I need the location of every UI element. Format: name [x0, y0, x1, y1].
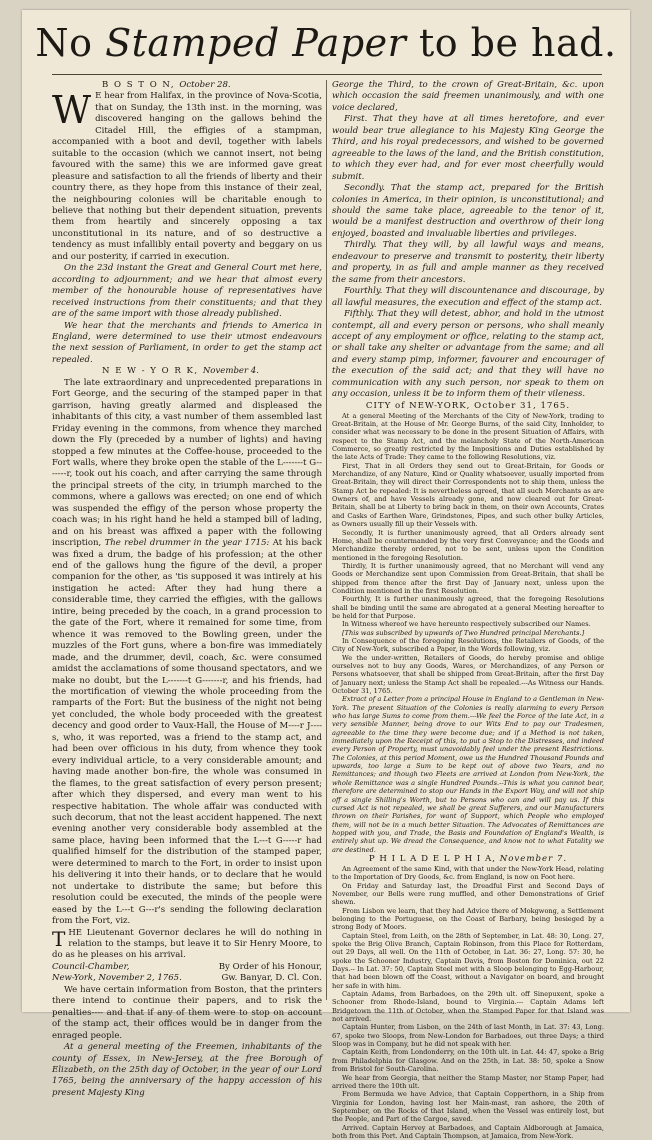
philadelphia-paragraph-8: We hear from Georgia, that neither the Stamp Master, nor Stamp Paper, had arrived there the 10th ult. — [332, 1073, 604, 1090]
newspaper-sheet — [22, 10, 630, 1140]
retailers-paragraph: In Consequence of the foregoing Resolutions, the Retailers of Goods, of the City of New-York, subscribed a Paper, in the Words following, viz. — [332, 636, 604, 654]
retailers-agreement: We the under-written, Retailers of Goods, do hereby promise and oblige ourselves not to buy any Goods, Wares, or Merchandizes, of any Person or Persons whatsoever, that shall be shipped from Great-Britain, after the first Day of January next; unless the Stamp Act shall be repealed.---As Witness our Hands. October 31, 1765. — [332, 653, 604, 696]
merchants-paragraph-6: In Witness whereof we have hereunto respectively subscribed our Names. — [342, 620, 591, 629]
signature-row-1 — [52, 962, 322, 973]
philadelphia-paragraph-7: Captain Keith, from Londonderry, on the 10th ult. in Lat. 44: 47, spoke a Brig from Philadelphia for Glasgow. And on the 25th, in Lat. 38: 50, spoke a Snow from Bristol for South-Carolina. — [332, 1048, 604, 1074]
merchants-paragraph-4: Thirdly, It is further unanimously agreed, that no Merchant will vend any Goods or Merchandize sent upon Commission from Great-Britain, that shall be shipped from thence after the first Day of January next, unless upon the Condition mentioned in the first Resolution. — [332, 561, 604, 595]
title-part-stamped-paper: Stamped Paper — [105, 21, 407, 65]
left-column — [52, 80, 322, 1098]
merchants-paragraph-1: At a general Meeting of the Merchants of the City of New-York, trading to Great-Britain, at the House of Mr. George Burns, of the said City, Innholder, to consider what was necessary to be done in the present Situation of Affairs, with respect to the Stamp Act, and the melancholy State of the North-American Commerce, so greatly restricted by the Impositions and Duties established by the late Acts of Trade: They came to the following Resolutions, viz. — [332, 411, 604, 462]
boston-paragraph-3: We hear that the merchants and friends to America in England, were determined to use their utmost endeavours the next session of Parliament, in order to get the stamp act repealed. — [52, 320, 322, 365]
essex-continuation: George the Third, to the crown of Great-Britain, &c. upon which occasion the said freemen unanimously, and with one voice declared, — [332, 80, 604, 113]
merchants-paragraph-2: First, That in all Orders they send out to Great-Britain, for Goods or Merchandize, of any Nature, Kind or Quality whatsoever, usually imported from Great-Britain, they will direct their Correspondents not to ship them, unless the Stamp Act be repealed: It is nevertheless agreed, that all such Merchants as are Owners of, and have Vessels already gone, and now cleared out for Great-Britain, shall be at Liberty to bring back in them, on their own Accounts, Crates and Casks of Earthen Ware, Grindstones, Pipes, and such other bulky Articles, as Owners usually fill up their Vessels with. — [332, 461, 604, 529]
signature-place: Council-Chamber, — [52, 961, 130, 972]
right-column — [332, 80, 604, 1140]
signature-order: By Order of his Honour, — [218, 961, 322, 972]
merchants-paragraph-3: Secondly, It is further unanimously agreed, that all Orders already sent Home, shall be countermanded by the very first Conveyance; and the Goods and Merchandize thereby ordered, not to be sent, unless upon the Condition mentioned in the foregoing Resolution. — [332, 528, 604, 562]
essex-meeting-paragraph: At a general meeting of the Freemen, inhabitants of the county of Essex, in New-Jersey, at the free Borough of Elizabeth, on the 25th day of October, in the year of our Lord 1765, being the anniversary of the happy accession of his present Majesty King — [52, 1042, 322, 1098]
merchants-paragraph-5: Fourthly, It is further unanimously agreed, that the foregoing Resolutions shall be binding until the same are abrogated at a general Meeting hereafter to be held for that Purpose. — [332, 595, 604, 620]
philadelphia-paragraph-5: Captain Adams, from Barbadoes, on the 29th ult. off Sinepuxent, spoke a Schooner from Rhode-Island, bound to Virginia.--- Captain Adams left Bridgetown the 11th of October, when the Stamped Paper for that Island was not arrived. — [332, 990, 604, 1024]
new-york-paragraph-2: We have certain information from Boston, that the printers there intend to continue their papers, and to risk the penalties---- and that if any of them were to stop on account of the stamp act, their offices would be in danger from the enraged people. — [52, 984, 322, 1041]
boston-paragraph-2: On the 23d instant the Great and General Court met here, according to adjournment; and we hear that almost every member of the honourable house of representatives have received instructions from their constituents; and that they are of the same import with those already published. — [52, 263, 322, 320]
title-rule — [52, 74, 602, 75]
merchants-subscribed-note: [This was subscribed by upwards of Two Hundred principal Merchants.] — [342, 628, 585, 637]
philadelphia-paragraph-1: An Agreement of the same Kind, with that under the New-York Head, relating to the Importation of Dry Goods, &c. from England, is now on Foot here. — [332, 864, 604, 882]
new-york-paragraph-1: The late extraordinary and unprecedented preparations in Fort George, and the securing of the stamped paper in that garrison, having greatly alarmed and displeased the inhabitants of this city, a vast number of them assembled last Friday evening in the commons, from whence they marched down the Fly (preceded by a number of lights) and having stopped a few minutes at the Coffee-house, proceeded to the Fort walls, where they broke open the stable of the L-------t G-------r, took out his coach, and after carrying the same through the principal streets of the city, in triumph marched to the commons, where a gallows was erected; on one end of which was suspended the effigy of the person whose property the coach was; in his right hand he held a stamped bill of lading, and on his breast was affixed a paper with the following inscription, The rebel drummer in the year 1715: At his back was fixed a drum, the badge of his profession; at the other end of the gallows hung the figure of the devil, a proper companion for the other, as 'tis supposed it was intirely at his instigation he acted: After they had hung there a considerable time, they carried the effigies, with the gallows intire, being preceded by the coach, in a grand procession to the gate of the Fort, where it remained for some time, from whence it was removed to the Bowling green, under the muzzles of the Fort guns, where a bon-fire was immediately made, and the drummer, devil, coach, &c. were consumed amidst the acclamations of some thousand spectators, and we make no doubt, but the L-------t G-------r, and his friends, had the mortification of viewing the whole proceeding from the ramparts of the Fort: But the business of the night not being yet concluded, the whole body proceeded with the greatest decency and good order to Vaux-Hall, the House of M----r J----s, who, it was reported, was a friend to the stamp act, and had been over officious in his duty, from whence they took every individual article, to a very considerable amount; and having made another bon-fire, the whole was consumed in the flames, to the great satisfaction of every person present; after which they dispersed, and every man went to his respective habitation. The whole affair was conducted with such decorum, that not the least accident happened. The next evening another very considerable body assembled at the same place, having been informed that the L---t G-----r had qualified himself for the distribution of the stamped paper, were determined to march to the Fort, in order to insist upon his delivering it into their hands, or to declare that he would not undertake to distribute the same; but before this resolution could be executed, the minds of the people were eased by the L---t G---r's sending the following declaration from the Fort, viz. — [52, 377, 322, 927]
signature-name: Gw. Banyar, D. Cl. Con. — [221, 973, 322, 984]
lieutenant-governor-declaration: THE Lieutenant Governor declares he will do nothing in relation to the stamps, but leave it to Sir Henry Moore, to do as he pleases on his arrival. — [52, 926, 322, 961]
philadelphia-paragraph-10: Arrived. Captain Hervey at Barbadoes, and Captain Aldborough at Jamaica, both from this Port. And Captain Thompson, at Jamaica, from New-York. — [332, 1123, 604, 1140]
philadelphia-paragraph-9: From Bermuda we have Advice, that Captain Copperthorn, in a Ship from Virginia for London, having lost her Main-mast, ran ashore, the 20th of September, on the Rocks of that Island, when the Vessel was entirely lost, but the People, and Part of the Cargoe, saved. — [332, 1090, 604, 1124]
philadelphia-paragraph-6: Captain Hunter, from Lisbon, on the 24th of last Month, in Lat. 37: 43, Long. 67, spoke two Sloops, from New-London for Barbadoes, out three Days; a third Sloop was in Company, but he did not speak with her. — [332, 1023, 604, 1049]
philadelphia-paragraph-3: From Lisbon we learn, that they had Advice there of Mokgwong, a Settlement belonging to the Portuguese, on the Coast of Barbary, being besieged by a strong Body of Moors. — [332, 906, 604, 932]
column-divider — [326, 80, 327, 1000]
signature-date: New-York, November 2, 1765. — [52, 973, 182, 984]
resolution-fourth: Fourthly. That they will discountenance and discourage, by all lawful measures, the execution and effect of the stamp act. — [332, 286, 604, 308]
merchants-section — [332, 401, 604, 1140]
rebel-drummer-inscription: The rebel drummer in the year 1715: — [104, 538, 270, 549]
resolution-fifth: Fifthly. That they will detest, abhor, and hold in the utmost contempt, all and every person or persons, who shall meanly accept of any employment or office, relating to the stamp act, or shall take any shelter or advantage from the same; and all and every stamp pimp, informer, favourer and encourager of the execution of the said act; and that they will have no communication with any such person, nor speak to them on any occasion, unless it be to inform them of their vileness. — [332, 309, 604, 400]
philadelphia-paragraph-2: On Friday and Saturday last, the Dreadful First and Second Days of November, our Bells were rung muffled, and other Demonstrations of Grief shewn. — [332, 881, 604, 907]
new-york-dateline: N E W - Y O R K, November 4. — [102, 366, 259, 377]
boston-paragraph-1: W E hear from Halifax, in the province of Nova-Scotia, that on Sunday, the 13th inst. in the morning, was discovered hanging on the gallows behind the Citadel Hill, the effigies of a stampman, accompanied with a boot and devil, together with labels suitable to the occasion (which we cannot insert, not being favoured with the same) this we are informed gave great pleasure and satisfaction to all the friends of liberty and their country there, as they hope from this instance of their zeal, the neighbouring colonies will be charitable enough to believe that nothing but their dependent situation, prevents them from heartily and sincerely opposing a tax unconstitutional in its nature, and of so destructive a tendency as must infallibly entail poverty and beggary on us and our posterity, if carried in execution. — [52, 88, 322, 262]
philadelphia-paragraph-4: Captain Steel, from Leith, on the 28th of September, in Lat. 48: 30, Long. 27, spoke the Brig Olive Branch, Captain Robinson, from this Place for Rotterdam, out 29 Days, all well. On the 11th of October, in Lat. 36: 27, Long. 57: 30, he spoke the Schooner Industry, Captain Davis, from Boston for Dominica, out 22 Days.-- In Lat. 37: 50, Captain Steel met with a Sloop belonging to Egg-Harbour, that had been blown off the Coast, without a Navigator on board, and brought her safe in with him. — [332, 931, 604, 990]
boston-dateline: B O S T O N, October 28. — [102, 80, 231, 90]
philadelphia-dateline: P H I L A D E L P H I A, November 7. — [368, 853, 568, 864]
title-part-to-be-had: to be had. — [418, 21, 617, 65]
resolution-third: Thirdly. That they will, by all lawful ways and means, endeavour to preserve and transmit to posterity, their liberty and property, in as full and ample manner as they received the same from their ancestors. — [332, 240, 604, 285]
resolution-first: First. That they have at all times heretofore, and ever would bear true allegiance to his Majesty King George the Third, and his royal predecessors, and wished to be governed agreeable to the laws of the land, and the British constitution, to which they ever had, and for ever most cheerfully would submit. — [332, 114, 604, 182]
title-part-no: No — [35, 21, 93, 65]
page-title — [22, 20, 630, 66]
letter-extract: Extract of a Letter from a principal House in England to a Gentleman in New-York. The present Situation of the Colonies is really alarming to every Person who has large Sums to come from them.---We feel the Force of the late Act, in a very sensible Manner, being drove to our Wits End to pay our Tradesmen, agreeable to the time they were become due; and if a Method is not taken, immediately upon the Receipt of this, to put a Stop to the Distresses, and indeed every Person of Property, must unavoidably feel under the present Restrictions. The Colonies, at this period Moment, owe us the Hundred Thousand Pounds and upwards, too large a Sum to be kept out of above two Years, and no Remittances; and though two Fleets are arrived at London from New-York, the whole Remittance was a single Hundred Pounds.--This is what you cannot bear, therefore are determined to stop our Hands in the Export Way, and will not ship off a single Shilling's Worth, but to Persons who can and will pay us. If this cursed Act is not repealed, we shall be great Sufferers, and our Manufacturers thrown on their Parishes, for want of Support, which People who employed them, will not be in a much better Situation. The Advocates of Remittances are hopped with you, and Trade, the Basis and Foundation of England's Wealth, is entirely shut up. We dread the Consequence, and know not to what Fatality we are destined. — [332, 695, 604, 854]
drop-cap: W — [52, 88, 92, 133]
city-of-new-york-heading: CITY of NEW-YORK, October 31, 1765. — [365, 400, 571, 411]
declaration-cap: T — [52, 926, 66, 951]
resolution-second: Secondly. That the stamp act, prepared for the British colonies in America, in their opinion, is unconstitutional; and should the same take place, agreeable to the tenor of it, would be a manifest destruction and overthrow of their long enjoyed, boasted and invaluable liberties and privileges. — [332, 183, 604, 239]
signature-row-2 — [52, 973, 322, 984]
